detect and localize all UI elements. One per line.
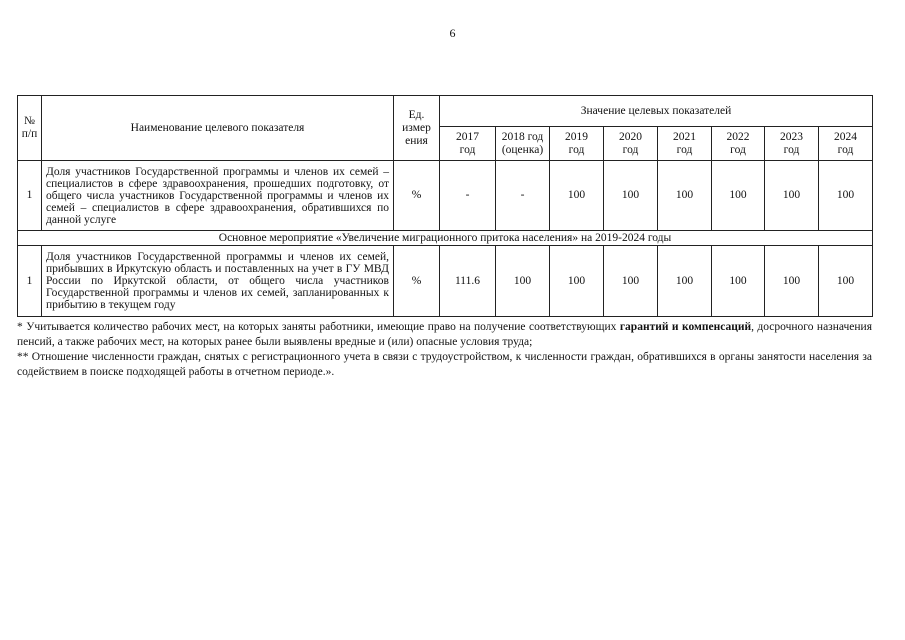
row-value: 100 xyxy=(496,246,550,317)
page-number: 6 xyxy=(449,26,456,40)
header-year-2018: 2018 год (оценка) xyxy=(496,127,550,161)
header-year-2021: 2021 год xyxy=(658,127,712,161)
footnote-1-text: * Учитывается количество рабочих мест, на которых заняты работники, имеющие право на получение соответствующих xyxy=(17,321,620,333)
row-indicator-name: Доля участников Государственной программы и членов их семей – специалистов в сфере здравоохранения, прошедших подготовку, от общего числа участников Государственной программы и членов их семей – специалистов в сфере здравоохранения, обратившихся по данной услуге xyxy=(42,161,394,231)
row-value: 100 xyxy=(712,246,765,317)
table-row xyxy=(18,246,873,317)
row-num: 1 xyxy=(18,246,42,317)
footnote-2: ** Отношение численности граждан, снятых с регистрационного учета в связи с трудоустройством, к численности граждан, обратившихся в органы занятости населения за содействием в поиске подходящей работы в отчетном периоде.». xyxy=(17,351,872,378)
row-value: 100 xyxy=(765,246,819,317)
row-value: - xyxy=(496,161,550,231)
header-year-2023: 2023 год xyxy=(765,127,819,161)
row-unit: % xyxy=(394,161,440,231)
footnotes xyxy=(17,320,872,380)
header-year-2017: 2017 год xyxy=(440,127,496,161)
table-row xyxy=(18,161,873,231)
row-value: 100 xyxy=(819,161,873,231)
row-value: 100 xyxy=(658,246,712,317)
header-year-2020: 2020 год xyxy=(604,127,658,161)
section-row xyxy=(18,231,873,246)
footnote-1-text-end: , досрочного назначения пенсий, а также рабочих мест, на которых ранее были выявлены вредные и (или) опасные условия труда; xyxy=(17,321,873,348)
header-num: № п/п xyxy=(18,96,42,161)
row-value: 100 xyxy=(550,161,604,231)
header-name: Наименование целевого показателя xyxy=(42,96,394,161)
header-year-2024: 2024 год xyxy=(819,127,873,161)
header-year-2022: 2022 год xyxy=(712,127,765,161)
section-title: Основное мероприятие «Увеличение миграционного притока населения» на 2019-2024 годы xyxy=(18,231,873,246)
row-value: 100 xyxy=(604,246,658,317)
header-row-top xyxy=(18,96,873,127)
header-unit: Ед. измер ения xyxy=(394,96,440,161)
header-year-2019: 2019 год xyxy=(550,127,604,161)
row-value: 100 xyxy=(604,161,658,231)
row-value: 100 xyxy=(819,246,873,317)
row-unit: % xyxy=(394,246,440,317)
row-num: 1 xyxy=(18,161,42,231)
row-value: 100 xyxy=(712,161,765,231)
row-value: 111.6 xyxy=(440,246,496,317)
footnote-1 xyxy=(17,320,872,350)
row-value: 100 xyxy=(658,161,712,231)
row-value: - xyxy=(440,161,496,231)
row-value: 100 xyxy=(765,161,819,231)
footnote-1-bold: гарантий и компенсаций xyxy=(619,321,752,333)
header-values-group: Значение целевых показателей xyxy=(440,96,873,127)
row-value: 100 xyxy=(550,246,604,317)
target-indicators-table xyxy=(17,95,873,317)
row-indicator-name: Доля участников Государственной программы и членов их семей, прибывших в Иркутскую область и поставленных на учет в ГУ МВД России по Иркутской области, от общего числа участников Государственной программы и членов их семей, запланированных к прибытию в текущем году xyxy=(42,246,394,317)
